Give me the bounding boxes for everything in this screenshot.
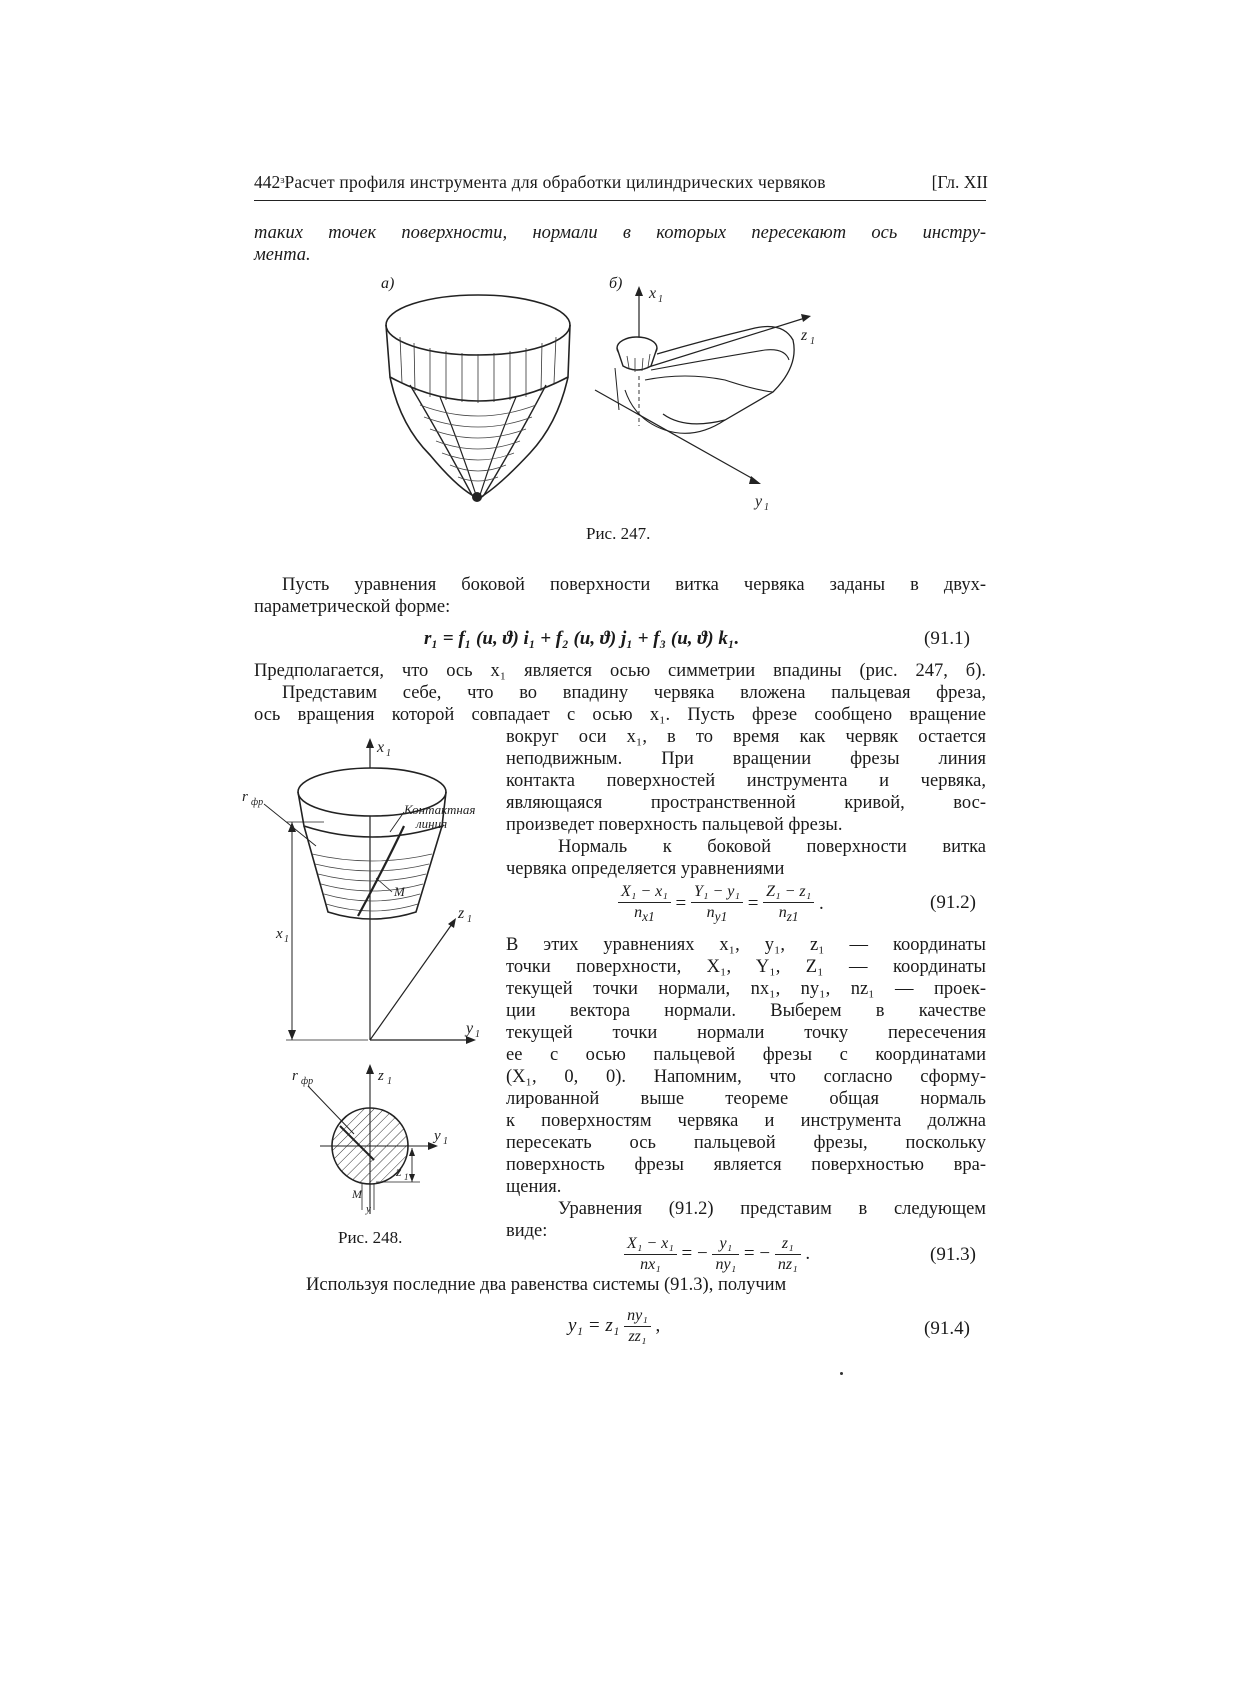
svg-text:1: 1 [810,336,815,347]
eq-91-4: y₁ = z₁ $\frac{\text{ny₁}}{\text{zz₁}}$ , [568,1307,661,1345]
header-title: Расчет профиля инструмента для обработки цилиндрических червяков [284,172,826,192]
header-separator: ᵌ [280,172,285,192]
para3-line-2: ось вращения которой совпадает с осью x₁. Пусть фрезе сообщено вращение [254,705,986,725]
para5-line-11: поверхность фрезы является поверхностью вра- [506,1155,986,1175]
fig248-section-drawing [290,1064,490,1214]
fig248-cutter-contact-drawing [242,728,502,1058]
fig248-section-axis-z-sub: 1 [387,1076,392,1087]
para5-line-8: лированной выше теореме общая нормаль [506,1089,986,1109]
fig248-contact-label-2: линия [416,816,448,831]
fig248-section-dim-z-sub: 1 [404,1172,409,1182]
fig248-section-axis-y-sub: 1 [443,1136,448,1147]
para4-line-1: Нормаль к боковой поверхности витка [558,837,986,857]
para3-line-5: контакта поверхностей инструмента и червяка, [506,771,986,791]
para1-line-2: параметрической форме: [254,597,451,617]
header-chapter: [Гл. XII [931,172,988,192]
eq-91-1-number: (91.1) [924,628,970,649]
eq-91-3-num-3: z₁ [775,1234,801,1255]
fig248-axis-y-label: y [466,1020,474,1037]
eq-91-4-lhs: y₁ = z₁ [568,1314,620,1336]
fig247a-cutter-drawing [380,285,580,515]
para3-line-6: являющаяся пространственной кривой, вос- [506,793,986,813]
eq-91-4-num: ny₁ [624,1306,651,1327]
fig247-label-b: б) [609,275,623,292]
para5-line-4: ции вектора нормали. Выберем в качестве [506,1001,986,1021]
para5-line-3: текущей точки нормали, nx₁, ny₁, nz₁ — проек- [506,979,986,999]
eq-91-2: $\frac{\text{X₁ − x₁}}{n_{x1}}$ = $\frac{\text{Y₁ − y₁}}{n_{y1}}$ = $\frac{\text{Z₁ − z₁}}{n_{z1}}$ . [618,882,824,927]
stray-dot [840,1372,843,1375]
fig248-caption: Рис. 248. [338,1228,403,1247]
eq-91-4-den: zz₁ [628,1328,647,1345]
eq-91-3-den-3: nz₁ [777,1256,798,1273]
running-header [254,172,988,193]
intro-line-1: таких точек поверхности, нормали в которых пересекают ось инстру- [254,223,986,243]
eq-91-3-den-1: nx₁ [640,1256,661,1273]
fig248-axis-z-label: z [458,905,465,922]
para5-line-7: (X₁, 0, 0). Напомним, что согласно сформу- [506,1067,986,1087]
para7-line-1: Используя последние два равенства системы (91.3), получим [306,1275,787,1295]
header-rule [254,200,986,201]
page-number: 442 [254,172,281,192]
fig248-section-axis-z-label: z [378,1068,384,1084]
fig248-section-axis-y-label: y [434,1128,441,1144]
fig248-r-sub: фр [251,797,264,808]
eq-91-3-den-2: ny₁ [715,1256,737,1273]
para5-line-5: текущей точки нормали точку пересечения [506,1023,986,1043]
fig248-section-r-label: r [292,1068,298,1084]
intro-line-2: мента. [254,245,311,265]
eq-91-2-num-2: Y₁ − y₁ [691,882,743,903]
eq-91-2-num-3: Z₁ − z₁ [763,882,814,903]
svg-text:x: x [649,285,657,302]
fig248-contact-label-1: Контактная [404,802,476,817]
para1-line-1: Пусть уравнения боковой поверхности витка червяка заданы в двух- [282,575,986,595]
eq-91-2-den-1: $n_{x1}$ [634,904,655,925]
fig248-section-m-label: M [352,1187,362,1201]
para5-line-12: щения. [506,1177,562,1197]
fig248-m-label: M [394,884,405,899]
para5-line-2: точки поверхности, X₁, Y₁, Z₁ — координаты [506,957,986,977]
svg-text:1: 1 [658,294,663,305]
fig248-dim-x-sub: 1 [284,934,289,945]
fig248-section-r-sub: фр [301,1076,314,1087]
para6-line-2: виде: [506,1221,548,1241]
para5-line-9: к поверхностям червяка и инструмента должна [506,1111,986,1131]
fig247-caption: Рис. 247. [586,524,651,543]
para3-line-3: вокруг оси x₁, в то время как червяк остается [506,727,986,747]
fig247b-worm-drawing [605,280,845,513]
fig248-dim-x-label: x [276,926,283,942]
fig248-section-dim-y-label: y [366,1203,371,1215]
svg-text:y: y [755,493,763,510]
eq-91-3-num-2: y₁ [712,1234,739,1255]
svg-text:z: z [801,327,808,344]
eq-91-3-number: (91.3) [930,1244,976,1265]
eq-91-3-num-1: X₁ − x₁ [624,1234,677,1255]
eq-91-1: r₁ = f₁ (u, ϑ) i₁ + f₂ (u, ϑ) j₁ + f₃ (u, ϑ) k₁. [424,628,740,649]
eq-91-2-den-2: $n_{y1}$ [706,904,728,925]
para4-line-2: червяка определяется уравнениями [506,859,785,879]
fig248-axis-x-label: x [377,739,385,756]
eq-91-2-number: (91.2) [930,892,976,913]
fig248-r-label: r [242,789,248,805]
eq-91-2-num-1: X₁ − x₁ [618,882,671,903]
fig248-section-dim-z-label: z [396,1165,402,1180]
para5-line-1: В этих уравнениях x₁, y₁, z₁ — координаты [506,935,986,955]
fig247-label-a: а) [381,275,395,292]
fig248-axis-x-sub: 1 [386,748,391,759]
svg-text:1: 1 [764,502,769,513]
para6-line-1: Уравнения (91.2) представим в следующем [558,1199,986,1219]
para3-line-4: неподвижным. При вращении фрезы линия [506,749,986,769]
fig248-axis-y-sub: 1 [475,1029,480,1040]
eq-91-2-den-3: $n_{z1}$ [778,904,799,925]
fig248-axis-z-sub: 1 [467,914,472,925]
para2-line-1: Предполагается, что ось x₁ является осью симметрии впадины (рис. 247, б). [254,661,986,681]
eq-91-4-number: (91.4) [924,1318,970,1339]
para3-line-7: произведет поверхность пальцевой фрезы. [506,815,843,835]
eq-91-3: $\frac{\text{X₁ − x₁}}{\text{nx₁}}$ = − $\frac{\text{y₁}}{\text{ny₁}}$ = − $\frac{\text{z₁}}{\text{nz₁}}$ . [624,1234,810,1275]
para5-line-6: ее с осью пальцевой фрезы с координатами [506,1045,986,1065]
para5-line-10: пересекать ось пальцевой фрезы, поскольку [506,1133,986,1153]
para3-line-1: Представим себе, что во впадину червяка вложена пальцевая фреза, [282,683,986,703]
